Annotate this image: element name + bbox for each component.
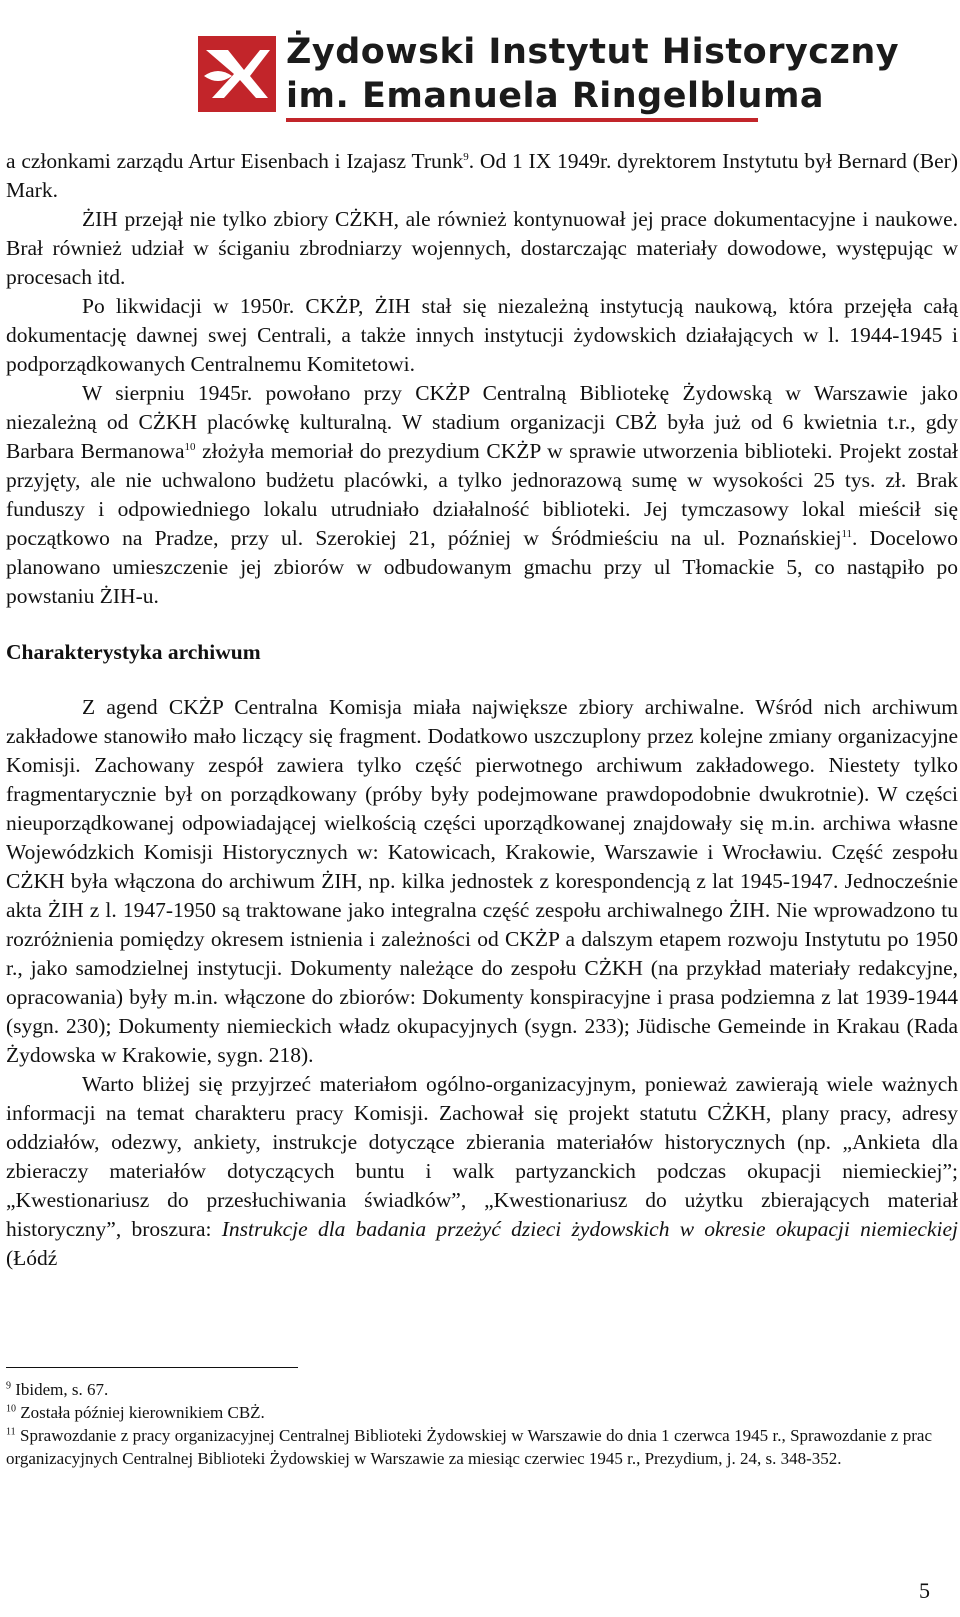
paragraph-2: ŻIH przejął nie tylko zbiory CŻKH, ale również kontynuował jej prace dokumentacyjne i naukowe. Brał również udział w ściganiu zbrodniarzy wojennych, dostarczając materiały dowodowe, występując w procesach itd. [6, 207, 958, 289]
footnote-10 [6, 1401, 932, 1424]
header-rule [286, 118, 758, 122]
paragraph-1 [6, 147, 958, 205]
paragraph-text: (Łódź [6, 1246, 58, 1270]
footnote-number: 10 [6, 1403, 16, 1415]
paragraph-text: . Docelowo planowano umieszczenie jej zbiorów w odbudowanym gmachu przy ul Tłomackie 5, co nastąpiło po powstaniu ŻIH-u. [6, 526, 958, 608]
footnote-text: Sprawozdanie z pracy organizacyjnej Centralnej Biblioteki Żydowskiej w Warszawie do dnia 1 czerwca 1945 r., Sprawozdanie z prac organizacyjnych Centralnej Biblioteki Żydowskiej w Warszawie za miesiąc czerwiec 1945 r., Prezydium, j. 24, s. 348-352. [6, 1426, 932, 1468]
footnote-11 [6, 1424, 932, 1470]
footnote-text: Została później kierownikiem CBŻ. [16, 1403, 265, 1422]
paragraph-text: złożyła memoriał do prezydium CKŻP w sprawie utworzenia biblioteki. Projekt został przyjęty, ale nie uchwalono budżetu placówki, a tylko jednorazową sumę w wysokości 25 tys. zł. Brak funduszy i odpowiedniego lokalu utrudniało działalność biblioteki. Jej tymczasowy lokal mieścił się początkowo na Pradze, przy ul. Szerokiej 21, później w Śródmieściu na ul. Poznańskiej [6, 439, 958, 550]
footnote-ref-10[interactable]: 10 [184, 440, 196, 453]
institute-name-line2: im. Emanuela Ringelbluma [286, 76, 825, 116]
jhi-logo-icon [198, 36, 276, 112]
footnote-number: 11 [6, 1426, 16, 1438]
paragraph-6 [6, 1070, 958, 1273]
footnotes [6, 1378, 932, 1470]
paragraph-4 [6, 379, 958, 611]
footnote-ref-9[interactable]: 9 [463, 150, 469, 163]
page-number: 5 [919, 1578, 930, 1603]
footnote-text: Ibidem, s. 67. [11, 1380, 109, 1399]
paragraph-text: Warto bliżej się przyjrzeć materiałom ogólno-organizacyjnym, ponieważ zawierają wiele ważnych informacji na temat charakteru pracy Komisji. Zachował się projekt statutu CŻKH, plany pracy, adresy oddziałów, odezwy, ankiety, instrukcje dotyczące zbierania materiałów historycznych (np. „Ankieta dla zbieraczy materiałów dotyczących buntu i walk partyzanckich podczas okupacji niemieckiej”; „Kwestionariusz do przesłuchiwania świadków”, „Kwestionariusz do użytku zbierających materiał historyczny”, broszura: [6, 1072, 958, 1241]
footnote-9 [6, 1378, 932, 1401]
paragraph-text: . Od 1 IX 1949r. dyrektorem Instytutu był Bernard (Ber) Mark. [6, 149, 958, 202]
institute-name-line1: Żydowski Instytut Historyczny [286, 32, 900, 72]
section-heading: Charakterystyka archiwum [6, 640, 261, 664]
document-body [6, 147, 958, 1273]
page-header [198, 28, 900, 122]
paragraph-3: Po likwidacji w 1950r. CKŻP, ŻIH stał się niezależną instytucją naukową, która przejęła całą dokumentację dawnej swej Centrali, a także innych instytucji żydowskich działających w l. 1944-1945 i podporządkowanych Centralnemu Komitetowi. [6, 294, 958, 376]
institute-name [286, 30, 899, 118]
footnote-separator [6, 1367, 298, 1368]
footnote-number: 9 [6, 1380, 11, 1392]
paragraph-text: a członkami zarządu Artur Eisenbach i Izajasz Trunk [6, 149, 464, 173]
italic-title: Instrukcje dla badania przeżyć dzieci żydowskich w okresie okupacji niemieckiej [221, 1217, 958, 1241]
paragraph-5: Z agend CKŻP Centralna Komisja miała największe zbiory archiwalne. Wśród nich archiwum zakładowe stanowiło mało liczący się fragment. Dodatkowo uszczuplony przez kolejne zmiany organizacyjne Komisji. Zachowany zespół zawiera tylko część pierwotnego archiwum zakładowego. Niestety tylko fragmentarycznie był on porządkowany (próby były podejmowane prawdopodobnie dwukrotnie). W części nieuporządkowanej odpowiadającej wielkością części uporządkowanej znajdowały się m.in. archiwa własne Wojewódzkich Komisji Historycznych w: Katowicach, Krakowie, Warszawie i Wrocławiu. Część zespołu CŻKH była włączona do archiwum ŻIH, np. kilka jednostek z korespondencją z lat 1945-1947. Jednocześnie akta ŻIH z l. 1947-1950 są traktowane jako integralna część zespołu archiwalnego ŻIH. Nie wprowadzono tu rozróżnienia pomiędzy okresem istnienia i zależności od CKŻP a dalszym etapem rozwoju Instytutu po 1950 r., jako samodzielnej instytucji. Dokumenty należące do zespołu CŻKH (na przykład materiały redakcyjne, opracowania) były m.in. włączone do zbiorów: Dokumenty konspiracyjne i prasa podziemna z lat 1939-1944 (sygn. 230); Dokumenty niemieckich władz okupacyjnych (sygn. 233); Jüdische Gemeinde in Krakau (Rada Żydowska w Krakowie, sygn. 218). [6, 695, 958, 1067]
paragraph-text: W sierpniu 1945r. powołano przy CKŻP Centralną Bibliotekę Żydowską w Warszawie jako niezależną od CŻKH placówkę kulturalną. W stadium organizacji CBŻ była już od 6 kwietnia t.r., gdy Barbara Bermanowa [6, 381, 958, 463]
footnote-ref-11[interactable]: 11 [841, 527, 853, 540]
